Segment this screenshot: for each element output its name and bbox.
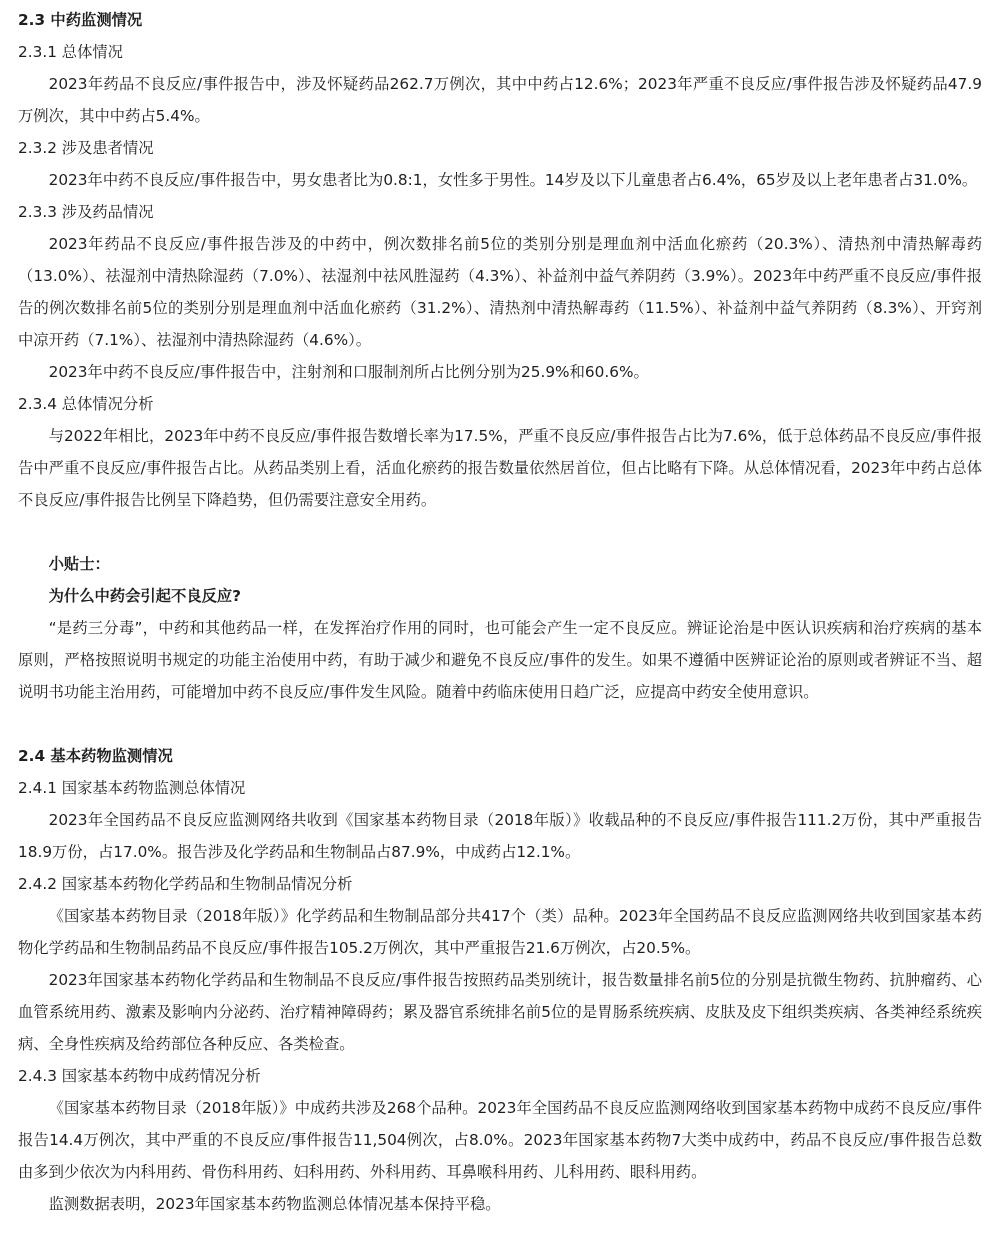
- section-2-4-heading: 2.4 基本药物监测情况: [18, 747, 173, 765]
- section-2-3-1-paragraph: 2023年药品不良反应/事件报告中，涉及怀疑药品262.7万例次，其中中药占12.6%；2023年严重不良反应/事件报告涉及怀疑药品47.9万例次，其中中药占5.4%。: [18, 75, 982, 125]
- section-2-3-4-paragraph: 与2022年相比，2023年中药不良反应/事件报告数增长率为17.5%，严重不良反应/事件报告占比为7.6%，低于总体药品不良反应/事件报告中严重不良反应/事件报告占比。从药品类别上看，活血化瘀药的报告数量依然居首位，但占比略有下降。从总体情况看，2023年中药占总体不良反应/事件报告比例呈下降趋势，但仍需要注意安全用药。: [18, 427, 982, 509]
- section-2-3-4-heading: 2.3.4 总体情况分析: [18, 395, 154, 413]
- spacer: [18, 708, 982, 740]
- spacer: [18, 516, 982, 548]
- section-2-4-2-paragraph-1: 《国家基本药物目录（2018年版）》化学药品和生物制品部分共417个（类）品种。2023年全国药品不良反应监测网络共收到国家基本药物化学药品和生物制品药品不良反应/事件报告105.2万例次，其中严重报告21.6万例次，占20.5%。: [18, 907, 982, 957]
- section-2-3-1-heading: 2.3.1 总体情况: [18, 43, 123, 61]
- section-2-4-1-paragraph: 2023年全国药品不良反应监测网络共收到《国家基本药物目录（2018年版）》收载品种的不良反应/事件报告111.2万份，其中严重报告18.9万份，占17.0%。报告涉及化学药品和生物制品占87.9%，中成药占12.1%。: [18, 811, 982, 861]
- section-2-3-heading: 2.3 中药监测情况: [18, 11, 143, 29]
- section-2-4-3-paragraph-2: 监测数据表明，2023年国家基本药物监测总体情况基本保持平稳。: [48, 1195, 501, 1213]
- section-2-4-3-heading: 2.4.3 国家基本药物中成药情况分析: [18, 1067, 261, 1085]
- section-2-3-3-paragraph-1: 2023年药品不良反应/事件报告涉及的中药中，例次数排名前5位的类别分别是理血剂中活血化瘀药（20.3%）、清热剂中清热解毒药（13.0%）、祛湿剂中清热除湿药（7.0%）、祛湿剂中祛风胜湿药（4.3%）、补益剂中益气养阴药（3.9%）。2023年中药严重不良反应/事件报告的例次数排名前5位的类别分别是理血剂中活血化瘀药（31.2%）、清热剂中清热解毒药（11.5%）、补益剂中益气养阴药（8.3%）、开窍剂中凉开药（7.1%）、祛湿剂中清热除湿药（4.6%）。: [18, 235, 982, 349]
- tip-body: “是药三分毒”，中药和其他药品一样，在发挥治疗作用的同时，也可能会产生一定不良反应。辨证论治是中医认识疾病和治疗疾病的基本原则，严格按照说明书规定的功能主治使用中药，有助于减少和避免不良反应/事件的发生。如果不遵循中医辨证论治的原则或者辨证不当、超说明书功能主治用药，可能增加中药不良反应/事件发生风险。随着中药临床使用日趋广泛，应提高中药安全使用意识。: [18, 619, 982, 701]
- tip-label: 小贴士：: [48, 555, 110, 573]
- section-2-3-3-heading: 2.3.3 涉及药品情况: [18, 203, 154, 221]
- tip-question: 为什么中药会引起不良反应?: [48, 587, 242, 605]
- section-2-3-2-heading: 2.3.2 涉及患者情况: [18, 139, 154, 157]
- section-2-4-1-heading: 2.4.1 国家基本药物监测总体情况: [18, 779, 246, 797]
- section-2-4-2-heading: 2.4.2 国家基本药物化学药品和生物制品情况分析: [18, 875, 353, 893]
- section-2-4-2-paragraph-2: 2023年国家基本药物化学药品和生物制品不良反应/事件报告按照药品类别统计，报告数量排名前5位的分别是抗微生物药、抗肿瘤药、心血管系统用药、激素及影响内分泌药、治疗精神障碍药；累及器官系统排名前5位的是胃肠系统疾病、皮肤及皮下组织类疾病、各类神经系统疾病、全身性疾病及给药部位各种反应、各类检查。: [18, 971, 982, 1053]
- section-2-3-2-paragraph: 2023年中药不良反应/事件报告中，男女患者比为0.8:1，女性多于男性。14岁及以下儿童患者占6.4%，65岁及以上老年患者占31.0%。: [48, 171, 978, 189]
- section-2-4-3-paragraph-1: 《国家基本药物目录（2018年版）》中成药共涉及268个品种。2023年全国药品不良反应监测网络收到国家基本药物中成药不良反应/事件报告14.4万例次，其中严重的不良反应/事件报告11,504例次，占8.0%。2023年国家基本药物7大类中成药中，药品不良反应/事件报告总数由多到少依次为内科用药、骨伤科用药、妇科用药、外科用药、耳鼻喉科用药、儿科用药、眼科用药。: [18, 1099, 982, 1181]
- section-2-3-3-paragraph-2: 2023年中药不良反应/事件报告中，注射剂和口服制剂所占比例分别为25.9%和60.6%。: [48, 363, 649, 381]
